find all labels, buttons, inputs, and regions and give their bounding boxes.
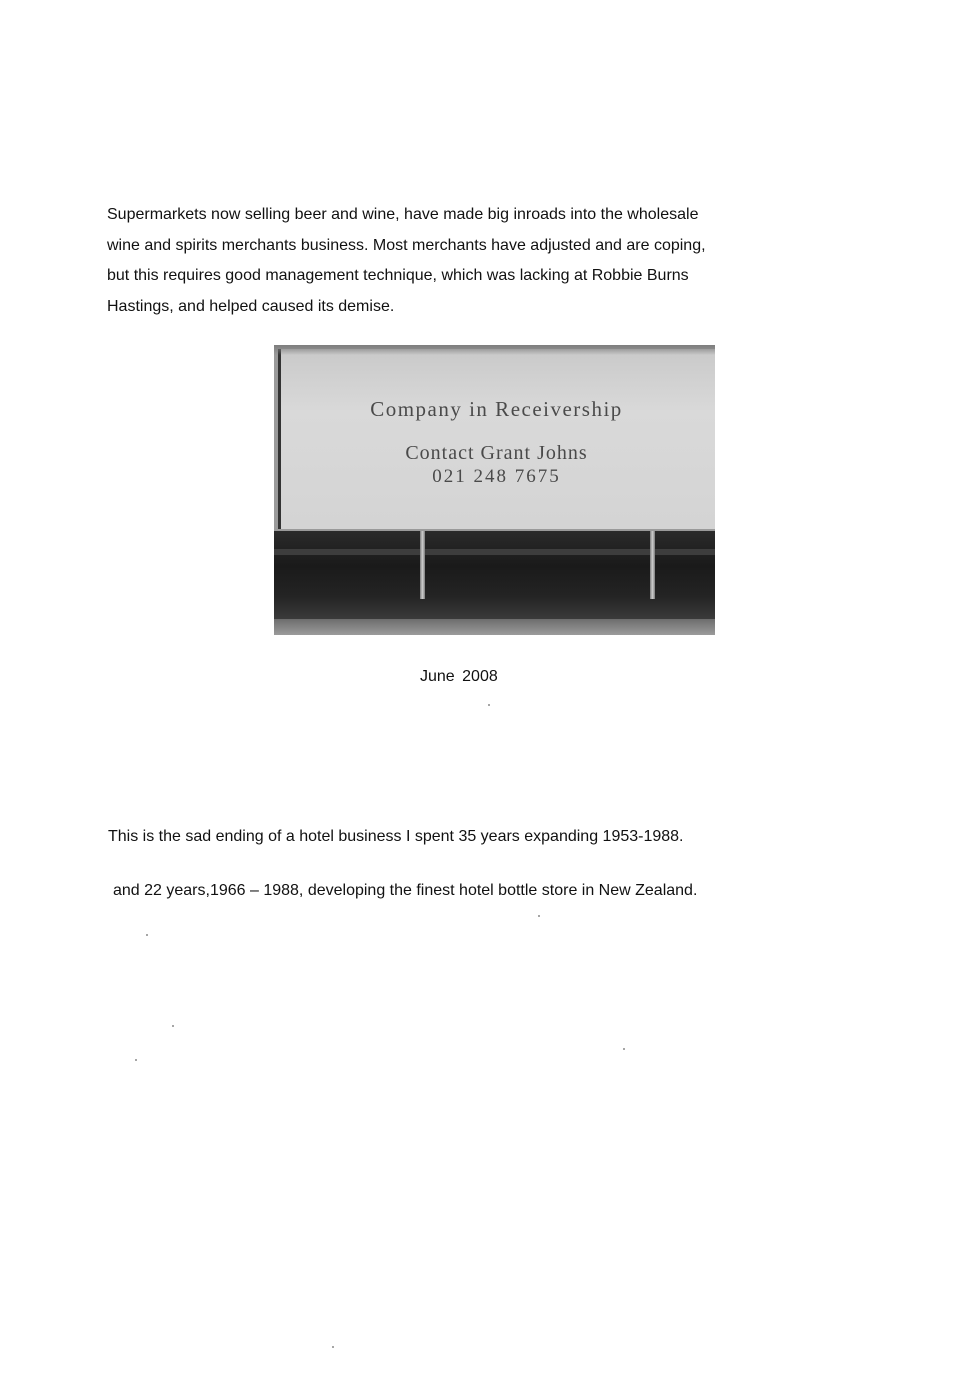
paragraph-line: but this requires good management technique, which was lacking at Robbie Burns [107, 267, 689, 284]
sign-phone: 021 248 7675 [432, 466, 561, 487]
receivership-sign-photo [274, 345, 715, 635]
scan-speck [135, 1059, 137, 1061]
photo-caption: June 2008 [420, 668, 498, 685]
scan-speck [146, 934, 148, 936]
frame-band [274, 549, 715, 555]
scan-speck [538, 915, 540, 917]
photo-bottom-edge [274, 619, 715, 635]
frame-post [650, 531, 655, 599]
scan-speck [623, 1048, 625, 1050]
paragraph-line: Supermarkets now selling beer and wine, have made big inroads into the wholesale [107, 206, 699, 223]
photo-top-shadow [274, 345, 715, 355]
paragraph-line: Hastings, and helped caused its demise. [107, 297, 395, 315]
sign-board [278, 349, 715, 529]
window-frame [274, 531, 715, 619]
scan-speck [332, 1346, 334, 1348]
scan-speck [172, 1025, 174, 1027]
frame-post [420, 531, 425, 599]
closing-line-2: and 22 years,1966 – 1988, developing the finest hotel bottle store in New Zealand. [113, 882, 698, 899]
paragraph-line: wine and spirits merchants business. Most merchants have adjusted and are coping, [107, 236, 706, 254]
sign-contact: Contact Grant Johns [405, 442, 588, 464]
sign-heading: Company in Receivership [370, 397, 623, 421]
intro-paragraph [107, 200, 827, 322]
closing-line-1: This is the sad ending of a hotel business I spent 35 years expanding 1953-1988. [108, 828, 684, 845]
scan-speck [488, 704, 490, 706]
